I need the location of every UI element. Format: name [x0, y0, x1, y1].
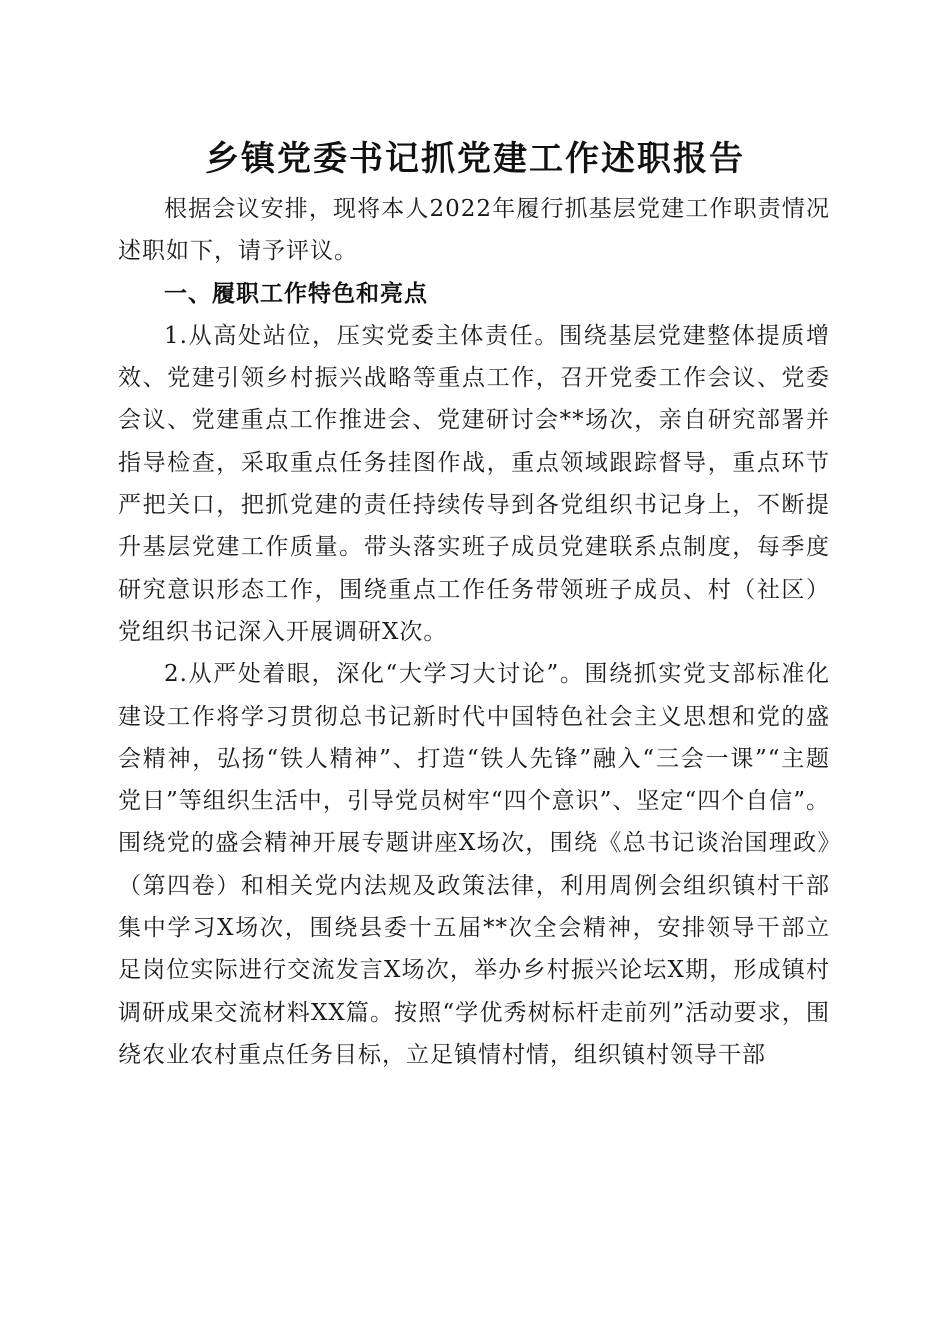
section-heading: 一、履职工作特色和亮点	[164, 280, 428, 307]
paragraph-1: 1.从高处站位，压实党委主体责任。围绕基层党建整体提质增效、党建引领乡村振兴战略等重点工作，召开党委工作会议、党委会议、党建重点工作推进会、党建研讨会**场次，亲自研究部署并指导检查，采取重点任务挂图作战，重点领域跟踪督导，重点环节严把关口，把抓党建的责任持续传导到各党组织书记身上，不断提升基层党建工作质量。带头落实班子成员党建联系点制度，每季度研究意识形态工作，围绕重点工作任务带领班子成员、村（社区）党组织书记深入开展调研X次。	[118, 322, 830, 645]
document-body	[118, 188, 830, 1076]
intro-paragraph: 根据会议安排，现将本人2022年履行抓基层党建工作职责情况述职如下，请予评议。	[118, 196, 830, 265]
document-title: 乡镇党委书记抓党建工作述职报告	[205, 139, 745, 179]
paragraph-2: 2.从严处着眼，深化“大学习大讨论”。围绕抓实党支部标准化建设工作将学习贯彻总书记新时代中国特色社会主义思想和党的盛会精神，弘扬“铁人精神”、打造“铁人先锋”融入“三会一课”“主题党日”等组织生活中，引导党员树牢“四个意识”、坚定“四个自信”。围绕党的盛会精神开展专题讲座X场次，围绕《总书记谈治国理政》（第四卷）和相关党内法规及政策法律，利用周例会组织镇村干部集中学习X场次，围绕县委十五届**次全会精神，安排领导干部立足岗位实际进行交流发言X场次，举办乡村振兴论坛X期，形成镇村调研成果交流材料XX篇。按照“学优秀树标杆走前列”活动要求，围绕农业农村重点任务目标，立足镇情村情，组织镇村领导干部	[118, 661, 830, 1068]
